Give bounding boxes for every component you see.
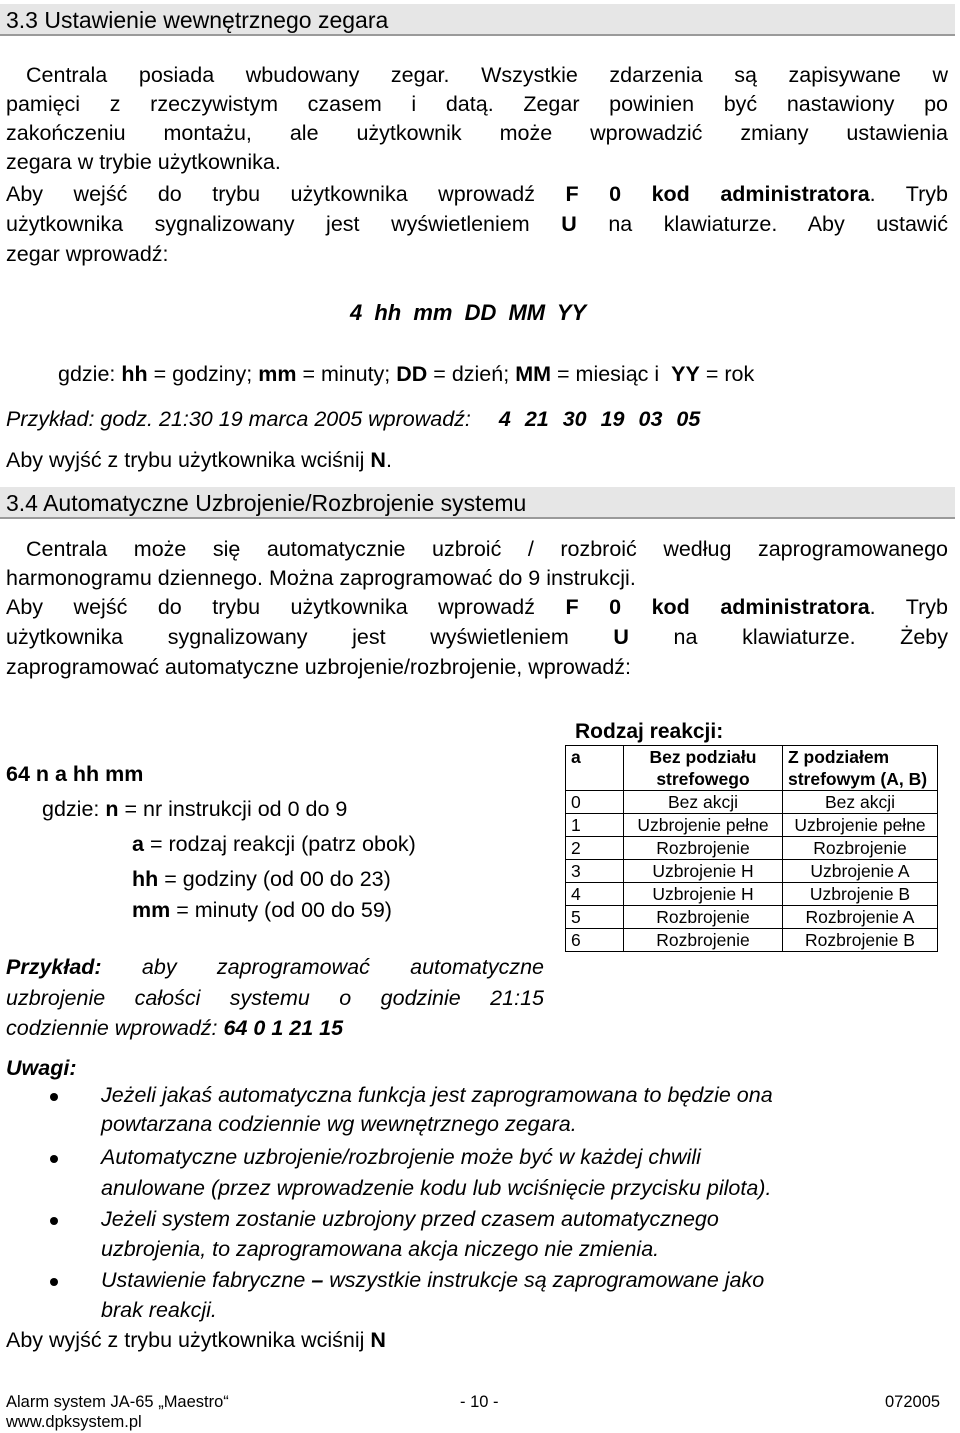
clock-code-format: 4 hh mm DD MM YY bbox=[350, 300, 587, 325]
text: aby zaprogramować automatyczne bbox=[141, 955, 544, 979]
table-cell: Rozbrojenie bbox=[624, 837, 783, 860]
text: gdzie: bbox=[42, 797, 100, 821]
paragraph-line: Centrala może się automatycznie uzbroić / rozbroić według zaprogramowanego bbox=[26, 537, 948, 561]
paragraph-line: zakończeniu montażu, ale użytkownik może wprowadzić zmiany ustawienia bbox=[6, 121, 948, 145]
text: użytkownika sygnalizowany jest wyświetleniem bbox=[6, 212, 530, 236]
table-row bbox=[566, 906, 938, 929]
term: mm bbox=[132, 898, 171, 922]
table-cell: Rozbrojenie bbox=[624, 906, 783, 929]
text: = dzień; bbox=[433, 362, 510, 386]
section-title-3-3: 3.3 Ustawienie wewnętrznego zegara bbox=[6, 7, 389, 33]
paragraph-line: zegar wprowadź: bbox=[6, 242, 169, 266]
table-cell: Bez akcji bbox=[783, 791, 938, 814]
table-row bbox=[566, 814, 938, 837]
text: Przykład: godz. 21:30 19 marca 2005 wprowadź: bbox=[6, 407, 471, 431]
text: wszystkie instrukcje są zaprogramowane jako bbox=[329, 1268, 765, 1292]
note-line: Jeżeli system zostanie uzbrojony przed czasem automatycznego bbox=[101, 1207, 719, 1231]
paragraph-line bbox=[6, 211, 948, 237]
text: . bbox=[385, 448, 392, 472]
text: Ustawienie fabryczne bbox=[101, 1268, 306, 1292]
text: Aby wejść do trybu użytkownika wprowadź bbox=[6, 595, 535, 619]
key-n-text: N bbox=[370, 448, 386, 472]
term: n bbox=[105, 797, 119, 821]
table-cell: 0 bbox=[566, 791, 624, 814]
section-title-3-4: 3.4 Automatyczne Uzbrojenie/Rozbrojenie systemu bbox=[6, 490, 527, 516]
text: użytkownika sygnalizowany jest wyświetleniem bbox=[6, 625, 569, 649]
table-cell: 6 bbox=[566, 929, 624, 952]
dash-text: – bbox=[305, 1268, 330, 1292]
clock-example bbox=[6, 406, 700, 432]
bullet-icon bbox=[50, 1155, 58, 1163]
bullet-icon bbox=[50, 1217, 58, 1225]
key-n-text: N bbox=[370, 1328, 386, 1352]
arm-code-format: 64 n a hh mm bbox=[6, 762, 144, 786]
u-indicator-text: U bbox=[613, 625, 629, 649]
text: Aby wyjść z trybu użytkownika wciśnij bbox=[6, 1328, 365, 1352]
table-header-row bbox=[566, 746, 938, 791]
term: hh bbox=[132, 867, 159, 891]
table-row bbox=[566, 883, 938, 906]
text: . Tryb bbox=[869, 182, 948, 206]
paragraph-line: pamięci z rzeczywistym czasem i datą. Zegar powinien być nastawiony po bbox=[6, 92, 948, 116]
text: = minuty (od 00 do 59) bbox=[176, 898, 392, 922]
note-line: powtarzana codziennie wg wewnętrznego zegara. bbox=[101, 1112, 577, 1136]
reaction-table bbox=[565, 745, 938, 952]
table-cell: Uzbrojenie H bbox=[624, 883, 783, 906]
table-cell: Uzbrojenie B bbox=[783, 883, 938, 906]
arm-example-line bbox=[6, 1015, 343, 1041]
where-line bbox=[132, 831, 416, 857]
reaction-table-title: Rodzaj reakcji: bbox=[575, 720, 724, 743]
text: = minuty; bbox=[302, 362, 391, 386]
where-line bbox=[132, 897, 392, 923]
header-cell: a bbox=[566, 746, 624, 791]
table-cell: Uzbrojenie H bbox=[624, 860, 783, 883]
table-cell: 1 bbox=[566, 814, 624, 837]
paragraph-line bbox=[6, 624, 948, 650]
text: = miesiąc i bbox=[557, 362, 660, 386]
term: MM bbox=[515, 362, 552, 386]
note-line: brak reakcji. bbox=[101, 1298, 217, 1322]
text: = godziny (od 00 do 23) bbox=[164, 867, 391, 891]
table-cell: Rozbrojenie B bbox=[783, 929, 938, 952]
table-cell: 5 bbox=[566, 906, 624, 929]
example-code: 4 21 30 19 03 05 bbox=[498, 407, 701, 431]
note-line: Automatyczne uzbrojenie/rozbrojenie może być w każdej chwili bbox=[101, 1145, 701, 1169]
paragraph-line: harmonogramu dziennego. Można zaprogramować do 9 instrukcji. bbox=[6, 566, 636, 590]
table-cell: Uzbrojenie A bbox=[783, 860, 938, 883]
where-line bbox=[132, 866, 391, 892]
bullet-icon bbox=[50, 1278, 58, 1286]
text: = rodzaj reakcji (patrz obok) bbox=[149, 832, 416, 856]
note-line: anulowane (przez wprowadzenie kodu lub wciśnięcie przycisku pilota). bbox=[101, 1176, 772, 1200]
term: a bbox=[132, 832, 144, 856]
table-cell: 2 bbox=[566, 837, 624, 860]
term: DD bbox=[396, 362, 428, 386]
example-label: Przykład: bbox=[6, 955, 102, 979]
table-cell: Rozbrojenie bbox=[783, 837, 938, 860]
text: Aby wyjść z trybu użytkownika wciśnij bbox=[6, 448, 365, 472]
note-line: uzbrojenia, to zaprogramowana akcja niczego nie zmienia. bbox=[101, 1237, 660, 1261]
table-row bbox=[566, 860, 938, 883]
text: codziennie wprowadź: bbox=[6, 1016, 218, 1040]
table-cell: Rozbrojenie A bbox=[783, 906, 938, 929]
where-line bbox=[42, 796, 347, 822]
text: = nr instrukcji od 0 do 9 bbox=[124, 797, 348, 821]
footer-page-number: - 10 - bbox=[460, 1393, 499, 1411]
table-row bbox=[566, 791, 938, 814]
text: na klawiaturze. Aby ustawić bbox=[608, 212, 948, 236]
text: . Tryb bbox=[869, 595, 948, 619]
exit-instruction bbox=[6, 447, 392, 473]
paragraph-line: Centrala posiada wbudowany zegar. Wszystkie zdarzenia są zapisywane w bbox=[26, 63, 948, 87]
bullet-icon bbox=[50, 1093, 58, 1101]
table-cell: 3 bbox=[566, 860, 624, 883]
text: = rok bbox=[705, 362, 755, 386]
text: Aby wejść do trybu użytkownika wprowadź bbox=[6, 182, 535, 206]
note-line bbox=[101, 1267, 764, 1293]
paragraph-line bbox=[6, 181, 948, 207]
header-cell: Z podziałem strefowym (A, B) bbox=[783, 746, 938, 791]
term: hh bbox=[121, 362, 148, 386]
notes-title: Uwagi: bbox=[6, 1056, 77, 1080]
table-row bbox=[566, 837, 938, 860]
table-cell: Bez akcji bbox=[624, 791, 783, 814]
clock-code-legend bbox=[58, 361, 754, 387]
admin-code-text: F 0 kod administratora bbox=[565, 595, 870, 619]
footer-website: www.dpksystem.pl bbox=[6, 1413, 142, 1431]
text: na klawiaturze. Żeby bbox=[673, 625, 948, 649]
table-cell: Uzbrojenie pełne bbox=[783, 814, 938, 837]
header-cell: Bez podziału strefowego bbox=[624, 746, 783, 791]
arm-example-line bbox=[6, 954, 544, 980]
admin-code-text: F 0 kod administratora bbox=[565, 182, 870, 206]
text: = godziny; bbox=[153, 362, 253, 386]
u-indicator-text: U bbox=[561, 212, 577, 236]
example-code: 64 0 1 21 15 bbox=[223, 1016, 344, 1040]
term: YY bbox=[671, 362, 700, 386]
footer-date-code: 072005 bbox=[885, 1393, 941, 1411]
arm-example-line: uzbrojenie całości systemu o godzinie 21:15 bbox=[6, 986, 544, 1010]
footer-product: Alarm system JA-65 „Maestro“ bbox=[6, 1393, 229, 1411]
exit-instruction bbox=[6, 1327, 386, 1353]
note-line: Jeżeli jakaś automatyczna funkcja jest zaprogramowana to będzie ona bbox=[101, 1083, 773, 1107]
table-cell: 4 bbox=[566, 883, 624, 906]
paragraph-line bbox=[6, 594, 948, 620]
table-cell: Rozbrojenie bbox=[624, 929, 783, 952]
text: gdzie: bbox=[58, 362, 116, 386]
table-row bbox=[566, 929, 938, 952]
table-cell: Uzbrojenie pełne bbox=[624, 814, 783, 837]
paragraph-line: zaprogramować automatyczne uzbrojenie/rozbrojenie, wprowadź: bbox=[6, 655, 632, 679]
paragraph-line: zegara w trybie użytkownika. bbox=[6, 150, 281, 174]
term: mm bbox=[258, 362, 297, 386]
